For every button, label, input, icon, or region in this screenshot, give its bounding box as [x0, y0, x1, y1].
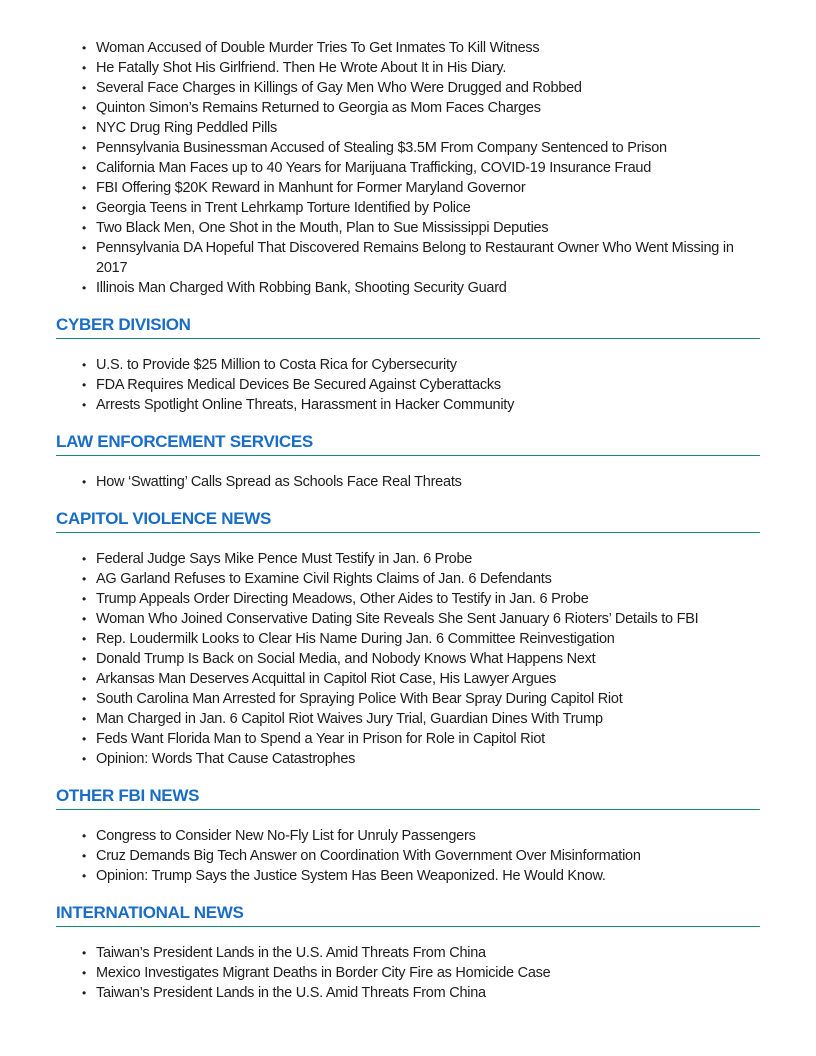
headline-text: FDA Requires Medical Devices Be Secured Against Cyberattacks — [96, 377, 501, 393]
headline-text: FBI Offering $20K Reward in Manhunt for Former Maryland Governor — [96, 180, 526, 196]
headline-text: Illinois Man Charged With Robbing Bank, Shooting Security Guard — [96, 280, 507, 296]
headline-text: Pennsylvania Businessman Accused of Stealing $3.5M From Company Sentenced to Prison — [96, 140, 667, 156]
headline-text: Woman Accused of Double Murder Tries To Get Inmates To Kill Witness — [96, 40, 540, 56]
news-list-item — [56, 729, 760, 749]
headline-text: AG Garland Refuses to Examine Civil Rights Claims of Jan. 6 Defendants — [96, 571, 552, 587]
news-list-item — [56, 58, 760, 78]
bullet-icon: • — [82, 281, 86, 295]
news-list — [56, 826, 760, 886]
bullet-icon: • — [82, 221, 86, 235]
news-section — [56, 784, 760, 886]
section-divider — [56, 926, 760, 927]
bullet-icon: • — [82, 201, 86, 215]
headline-text: Woman Who Joined Conservative Dating Site Reveals She Sent January 6 Rioters’ Details to FBI — [96, 611, 699, 627]
news-list-item — [56, 472, 760, 492]
news-list-item — [56, 826, 760, 846]
news-list-item — [56, 395, 760, 415]
news-list-item — [56, 158, 760, 178]
bullet-icon: • — [82, 398, 86, 412]
headline-text: Man Charged in Jan. 6 Capitol Riot Waives Jury Trial, Guardian Dines With Trump — [96, 711, 603, 727]
headline-text: Arrests Spotlight Online Threats, Harassment in Hacker Community — [96, 397, 515, 413]
bullet-icon: • — [82, 849, 86, 863]
bullet-icon: • — [82, 358, 86, 372]
bullet-icon: • — [82, 121, 86, 135]
news-list-item — [56, 846, 760, 866]
bullet-icon: • — [82, 672, 86, 686]
news-list-item — [56, 649, 760, 669]
headline-text: Trump Appeals Order Directing Meadows, Other Aides to Testify in Jan. 6 Probe — [96, 591, 589, 607]
news-list-item — [56, 983, 760, 1003]
bullet-icon: • — [82, 732, 86, 746]
news-list-item — [56, 943, 760, 963]
headline-text: Feds Want Florida Man to Spend a Year in Prison for Role in Capitol Riot — [96, 731, 545, 747]
bullet-icon: • — [82, 692, 86, 706]
news-section — [56, 507, 760, 769]
bullet-icon: • — [82, 141, 86, 155]
bullet-icon: • — [82, 572, 86, 586]
bullet-icon: • — [82, 652, 86, 666]
bullet-icon: • — [82, 378, 86, 392]
news-list — [56, 549, 760, 769]
news-list-item — [56, 218, 760, 238]
section-heading: LAW ENFORCEMENT SERVICES — [56, 432, 313, 451]
news-list-item — [56, 669, 760, 689]
news-list-item — [56, 238, 760, 278]
headline-text: Mexico Investigates Migrant Deaths in Border City Fire as Homicide Case — [96, 965, 551, 981]
news-section — [56, 38, 760, 298]
news-list-item — [56, 38, 760, 58]
headline-text: He Fatally Shot His Girlfriend. Then He Wrote About It in His Diary. — [96, 60, 507, 76]
news-list — [56, 38, 760, 298]
news-list-item — [56, 118, 760, 138]
bullet-icon: • — [82, 101, 86, 115]
news-list-item — [56, 589, 760, 609]
headline-text: How ‘Swatting’ Calls Spread as Schools Face Real Threats — [96, 474, 462, 490]
news-list-item — [56, 375, 760, 395]
headline-text: Donald Trump Is Back on Social Media, and Nobody Knows What Happens Next — [96, 651, 596, 667]
news-list-item — [56, 355, 760, 375]
bullet-icon: • — [82, 632, 86, 646]
news-list-item — [56, 749, 760, 769]
section-divider — [56, 809, 760, 810]
news-list — [56, 472, 760, 492]
bullet-icon: • — [82, 81, 86, 95]
news-list-item — [56, 609, 760, 629]
bullet-icon: • — [82, 161, 86, 175]
news-list — [56, 943, 760, 1003]
news-list-item — [56, 549, 760, 569]
news-list-item — [56, 78, 760, 98]
bullet-icon: • — [82, 612, 86, 626]
headline-text: Taiwan’s President Lands in the U.S. Amid Threats From China — [96, 945, 486, 961]
news-list-item — [56, 278, 760, 298]
headline-text: Quinton Simon’s Remains Returned to Georgia as Mom Faces Charges — [96, 100, 541, 116]
headline-text: Opinion: Words That Cause Catastrophes — [96, 751, 356, 767]
news-section — [56, 313, 760, 415]
section-divider — [56, 338, 760, 339]
bullet-icon: • — [82, 592, 86, 606]
headline-text: NYC Drug Ring Peddled Pills — [96, 120, 278, 136]
bullet-icon: • — [82, 181, 86, 195]
headline-text: Opinion: Trump Says the Justice System Has Been Weaponized. He Would Know. — [96, 868, 606, 884]
news-list — [56, 355, 760, 415]
bullet-icon: • — [82, 946, 86, 960]
news-list-item — [56, 198, 760, 218]
news-list-item — [56, 569, 760, 589]
news-list-item — [56, 178, 760, 198]
news-list-item — [56, 138, 760, 158]
news-list-item — [56, 629, 760, 649]
headline-text: Congress to Consider New No-Fly List for Unruly Passengers — [96, 828, 476, 844]
bullet-icon: • — [82, 475, 86, 489]
bullet-icon: • — [82, 829, 86, 843]
bullet-icon: • — [82, 966, 86, 980]
news-list-item — [56, 709, 760, 729]
headline-text: Several Face Charges in Killings of Gay Men Who Were Drugged and Robbed — [96, 80, 582, 96]
headline-text: Rep. Loudermilk Looks to Clear His Name During Jan. 6 Committee Reinvestigation — [96, 631, 615, 647]
bullet-icon: • — [82, 61, 86, 75]
headline-text: Cruz Demands Big Tech Answer on Coordination With Government Over Misinformation — [96, 848, 641, 864]
news-section — [56, 901, 760, 1003]
section-divider — [56, 532, 760, 533]
headline-text: South Carolina Man Arrested for Spraying Police With Bear Spray During Capitol Riot — [96, 691, 623, 707]
headline-text: California Man Faces up to 40 Years for Marijuana Trafficking, COVID-19 Insurance Fraud — [96, 160, 652, 176]
headline-text: Georgia Teens in Trent Lehrkamp Torture Identified by Police — [96, 200, 471, 216]
bullet-icon: • — [82, 41, 86, 55]
headline-text: Pennsylvania DA Hopeful That Discovered Remains Belong to Restaurant Owner Who Went Missing in 2017 — [96, 240, 734, 276]
bullet-icon: • — [82, 752, 86, 766]
bullet-icon: • — [82, 986, 86, 1000]
headline-text: Taiwan’s President Lands in the U.S. Amid Threats From China — [96, 985, 486, 1001]
section-heading: CAPITOL VIOLENCE NEWS — [56, 509, 272, 528]
bullet-icon: • — [82, 712, 86, 726]
headline-text: Federal Judge Says Mike Pence Must Testify in Jan. 6 Probe — [96, 551, 473, 567]
news-list-item — [56, 689, 760, 709]
news-list-item — [56, 98, 760, 118]
section-heading: CYBER DIVISION — [56, 315, 191, 334]
headline-text: Arkansas Man Deserves Acquittal in Capitol Riot Case, His Lawyer Argues — [96, 671, 557, 687]
headline-text: U.S. to Provide $25 Million to Costa Rica for Cybersecurity — [96, 357, 457, 373]
section-heading: OTHER FBI NEWS — [56, 786, 200, 805]
section-divider — [56, 455, 760, 456]
bullet-icon: • — [82, 552, 86, 566]
section-heading: INTERNATIONAL NEWS — [56, 903, 244, 922]
bullet-icon: • — [82, 869, 86, 883]
news-list-item — [56, 963, 760, 983]
headline-text: Two Black Men, One Shot in the Mouth, Plan to Sue Mississippi Deputies — [96, 220, 549, 236]
bullet-icon: • — [82, 241, 86, 255]
news-section — [56, 430, 760, 492]
news-list-item — [56, 866, 760, 886]
